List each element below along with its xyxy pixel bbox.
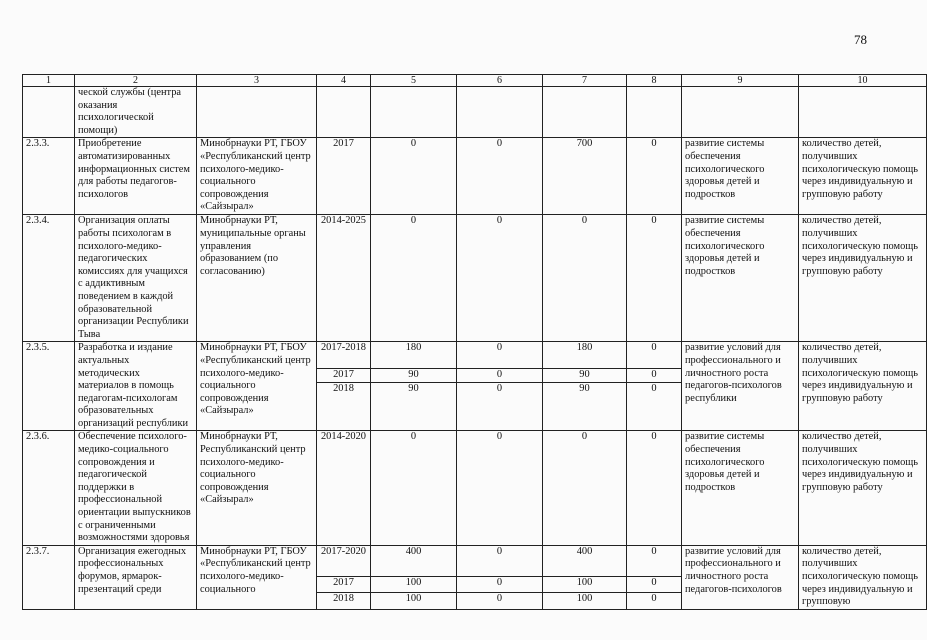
value-total: 400 xyxy=(371,545,457,576)
indicator: количество детей, получивших психологическую помощь через индивидуальную и групповую работу xyxy=(799,342,927,431)
period: 2014-2025 xyxy=(317,215,371,342)
value-republic: 90 xyxy=(543,383,627,431)
activity-name: ческой службы (центра оказания психологической помощи) xyxy=(75,87,197,138)
goal: развитие системы обеспечения психологического здоровья детей и подростков xyxy=(682,431,799,545)
activity-name: Организация оплаты работы психологам в психолого-медико-педагогических комиссиях для учащихся с аддиктивным поведением в каждой образовательной организации Республики Тыва xyxy=(75,215,197,342)
indicator: количество детей, получивших психологическую помощь через индивидуальную и групповую работу xyxy=(799,431,927,545)
indicator: количество детей, получивших психологическую помощь через индивидуальную и групповую работу xyxy=(799,215,927,342)
value-other: 0 xyxy=(627,138,682,215)
value-federal: 0 xyxy=(457,545,543,576)
value-other: 0 xyxy=(627,593,682,609)
value-federal: 0 xyxy=(457,138,543,215)
value-federal: 0 xyxy=(457,577,543,593)
table-row xyxy=(23,138,927,215)
period: 2017-2020 xyxy=(317,545,371,576)
value-total: 90 xyxy=(371,369,457,383)
value-other: 0 xyxy=(627,215,682,342)
value-republic: 400 xyxy=(543,545,627,576)
executor: Минобрнауки РТ, муниципальные органы управления образованием (по согласованию) xyxy=(197,215,317,342)
item-number: 2.3.4. xyxy=(23,215,75,342)
item-number: 2.3.7. xyxy=(23,545,75,609)
value-total: 180 xyxy=(371,342,457,369)
table-row xyxy=(23,431,927,545)
program-table xyxy=(22,74,927,610)
period: 2017 xyxy=(317,369,371,383)
executor: Минобрнауки РТ, ГБОУ «Республиканский центр психолого-медико-социального сопровождения «Сайзырал» xyxy=(197,342,317,431)
header-cell: 9 xyxy=(682,75,799,87)
item-number: 2.3.6. xyxy=(23,431,75,545)
value-federal: 0 xyxy=(457,431,543,545)
value-republic: 0 xyxy=(543,215,627,342)
page-number: 78 xyxy=(854,32,867,47)
header-cell: 2 xyxy=(75,75,197,87)
header-cell: 10 xyxy=(799,75,927,87)
table-row xyxy=(23,342,927,369)
header-row xyxy=(23,75,927,87)
value-federal: 0 xyxy=(457,342,543,369)
value-federal: 0 xyxy=(457,369,543,383)
value-republic: 180 xyxy=(543,342,627,369)
activity-name: Организация ежегодных профессиональных форумов, ярмарок-презентаций среди xyxy=(75,545,197,609)
value-republic: 700 xyxy=(543,138,627,215)
value-total: 90 xyxy=(371,383,457,431)
value-other: 0 xyxy=(627,383,682,431)
indicator: количество детей, получивших психологическую помощь через индивидуальную и групповую работу xyxy=(799,138,927,215)
activity-name: Приобретение автоматизированных информационных систем для работы педагогов-психологов xyxy=(75,138,197,215)
value-total: 0 xyxy=(371,431,457,545)
value-federal: 0 xyxy=(457,215,543,342)
item-number: 2.3.3. xyxy=(23,138,75,215)
goal: развитие системы обеспечения психологического здоровья детей и подростков xyxy=(682,215,799,342)
goal: развитие системы обеспечения психологического здоровья детей и подростков xyxy=(682,138,799,215)
header-cell: 5 xyxy=(371,75,457,87)
header-cell: 7 xyxy=(543,75,627,87)
goal: развитие условий для профессионального и личностного роста педагогов-психологов республики xyxy=(682,342,799,431)
value-total: 100 xyxy=(371,577,457,593)
period: 2017-2018 xyxy=(317,342,371,369)
value-federal: 0 xyxy=(457,383,543,431)
period: 2014-2020 xyxy=(317,431,371,545)
value-other: 0 xyxy=(627,545,682,576)
header-cell: 8 xyxy=(627,75,682,87)
table-row xyxy=(23,215,927,342)
period: 2018 xyxy=(317,593,371,609)
value-federal: 0 xyxy=(457,593,543,609)
executor: Минобрнауки РТ, ГБОУ «Республиканский центр психолого-медико-социального xyxy=(197,545,317,609)
period: 2017 xyxy=(317,138,371,215)
table-row xyxy=(23,87,927,138)
value-other: 0 xyxy=(627,342,682,369)
executor: Минобрнауки РТ, ГБОУ «Республиканский центр психолого-медико-социального сопровождения «Сайзырал» xyxy=(197,138,317,215)
header-cell: 3 xyxy=(197,75,317,87)
table-row xyxy=(23,545,927,576)
activity-name: Обеспечение психолого-медико-социального сопровождения и педагогической поддержки в профессиональной ориентации выпускников с ограниченными возможностями здоровья xyxy=(75,431,197,545)
value-other: 0 xyxy=(627,369,682,383)
value-republic: 0 xyxy=(543,431,627,545)
value-total: 0 xyxy=(371,215,457,342)
value-other: 0 xyxy=(627,431,682,545)
value-republic: 100 xyxy=(543,593,627,609)
item-number: 2.3.5. xyxy=(23,342,75,431)
value-total: 0 xyxy=(371,138,457,215)
period: 2018 xyxy=(317,383,371,431)
indicator: количество детей, получивших психологическую помощь через индивидуальную и групповую xyxy=(799,545,927,609)
activity-name: Разработка и издание актуальных методических материалов в помощь педагогам-психологам образовательных организаций республики xyxy=(75,342,197,431)
value-republic: 100 xyxy=(543,577,627,593)
header-cell: 6 xyxy=(457,75,543,87)
value-republic: 90 xyxy=(543,369,627,383)
header-cell: 4 xyxy=(317,75,371,87)
executor: Минобрнауки РТ, Республиканский центр психолого-медико-социального сопровождения «Сайзырал» xyxy=(197,431,317,545)
period: 2017 xyxy=(317,577,371,593)
value-total: 100 xyxy=(371,593,457,609)
goal: развитие условий для профессионального и личностного роста педагогов-психологов xyxy=(682,545,799,609)
value-other: 0 xyxy=(627,577,682,593)
header-cell: 1 xyxy=(23,75,75,87)
